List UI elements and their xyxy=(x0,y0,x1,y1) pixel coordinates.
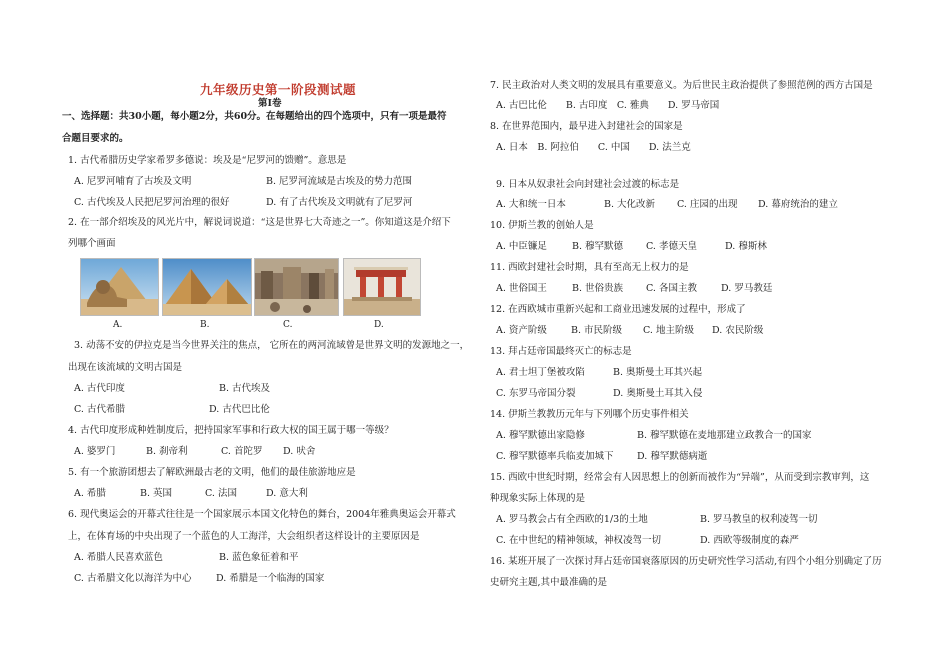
ruins-image xyxy=(254,258,339,316)
q7-stem: 7. 民主政治对人类文明的发展具有重要意义。为后世民主政治提供了参照范例的西方古国是 xyxy=(490,80,873,91)
q6-option-d: D. 希腊是一个临海的国家 xyxy=(216,573,325,584)
q14-stem: 14. 伊斯兰教教历元年与下列哪个历史事件相关 xyxy=(490,409,689,420)
q16-stem-line2: 史研究主题,其中最准确的是 xyxy=(490,577,608,588)
q9-option-c: C. 庄园的出现 xyxy=(677,199,738,210)
q12-option-d: D. 农民阶级 xyxy=(712,325,764,336)
q13-option-c: C. 东罗马帝国分裂 xyxy=(496,388,576,399)
q9-option-a: A. 大和统一日本 xyxy=(496,199,566,210)
section-instruction-line2: 合题目要求的。 xyxy=(62,133,129,144)
q1-option-b: B. 尼罗河流域是古埃及的势力范围 xyxy=(266,176,413,187)
q7-options: A. 古巴比伦 B. 古印度 C. 雅典 D. 罗马帝国 xyxy=(496,100,720,111)
q10-option-a: A. 中臣镰足 xyxy=(496,241,547,252)
page-title: 九年级历史第一阶段测试题 xyxy=(200,82,357,97)
q4-option-a: A. 婆罗门 xyxy=(74,446,116,457)
q2-stem-line1: 2. 在一部介绍埃及的风光片中，解说词说道：“这是世界七大奇迹之一”。你知道这是介绍下 xyxy=(68,217,451,228)
q11-option-b: B. 世俗贵族 xyxy=(572,283,624,294)
q6-option-b: B. 蓝色象征着和平 xyxy=(219,552,299,563)
q1-stem: 1. 古代希腊历史学家希罗多德说：埃及是“尼罗河的馈赠”。意思是 xyxy=(68,155,347,166)
q14-option-a: A. 穆罕默德出家隐修 xyxy=(496,430,585,441)
q1-option-a: A. 尼罗河哺育了古埃及文明 xyxy=(74,176,192,187)
q12-stem: 12. 在西欧城市重新兴起和工商业迅速发展的过程中，形成了 xyxy=(490,304,746,315)
q11-stem: 11. 西欧封建社会时期，具有至高无上权力的是 xyxy=(490,262,689,273)
q5-stem: 5. 有一个旅游团想去了解欧洲最古老的文明，他们的最佳旅游地应是 xyxy=(68,467,356,478)
q3-option-d: D. 古代巴比伦 xyxy=(209,404,270,415)
q10-option-b: B. 穆罕默德 xyxy=(572,241,624,252)
q10-option-d: D. 穆斯林 xyxy=(725,241,767,252)
q11-option-a: A. 世俗国王 xyxy=(496,283,547,294)
section-instruction-line1: 一、选择题：共30小题，每小题2分，共60分。在每题给出的四个选项中，只有一项是最符 xyxy=(62,111,447,122)
q9-stem: 9. 日本从奴隶社会向封建社会过渡的标志是 xyxy=(496,179,680,190)
q15-option-c: C. 在中世纪的精神领域，神权凌驾一切 xyxy=(496,535,661,546)
q4-option-d: D. 吠舍 xyxy=(283,446,316,457)
q8-options: A. 日本 B. 阿拉伯 C. 中国 D. 法兰克 xyxy=(496,142,691,153)
q3-stem-line1: 3. 动荡不安的伊拉克是当今世界关注的焦点， 它所在的两河流域曾是世界文明的发源地之一， xyxy=(74,340,470,351)
q10-stem: 10. 伊斯兰教的创始人是 xyxy=(490,220,594,231)
pyramids-image xyxy=(162,258,252,316)
q13-stem: 13. 拜占廷帝国最终灭亡的标志是 xyxy=(490,346,632,357)
q3-option-a: A. 古代印度 xyxy=(74,383,125,394)
q2-image-label-d: D. xyxy=(374,320,384,330)
q14-option-b: B. 穆罕默德在麦地那建立政教合一的国家 xyxy=(637,430,812,441)
q3-stem-line2: 出现在该流域的文明古国是 xyxy=(68,362,183,373)
q15-option-b: B. 罗马教皇的权利凌驾一切 xyxy=(700,514,818,525)
q11-option-d: D. 罗马教廷 xyxy=(721,283,773,294)
sphinx-pyramid-image xyxy=(80,258,159,316)
q6-stem-line2: 上，在体育场的中央出现了一个蓝色的人工海洋，大会组织者这样设计的主要原因是 xyxy=(68,531,420,542)
q3-option-b: B. 古代埃及 xyxy=(219,383,271,394)
q5-option-b: B. 英国 xyxy=(140,488,173,499)
q15-option-d: D. 西欧等级制度的森严 xyxy=(700,535,799,546)
palace-ruins-image xyxy=(343,258,421,316)
q4-option-c: C. 首陀罗 xyxy=(221,446,263,457)
q10-option-c: C. 孝德天皇 xyxy=(646,241,697,252)
q5-option-c: C. 法国 xyxy=(205,488,237,499)
q3-option-c: C. 古代希腊 xyxy=(74,404,125,415)
q15-stem-line1: 15. 西欧中世纪时期，经常会有人因思想上的创新而被作为“异端”，从而受到宗教审判，这 xyxy=(490,472,870,483)
q11-option-c: C. 各国主教 xyxy=(646,283,697,294)
q6-stem-line1: 6. 现代奥运会的开幕式往往是一个国家展示本国文化特色的舞台，2004年雅典奥运会开幕式 xyxy=(68,509,456,520)
q15-option-a: A. 罗马教会占有全西欧的1/3的土地 xyxy=(496,514,648,525)
q5-option-a: A. 希腊 xyxy=(74,488,106,499)
q9-option-d: D. 幕府统治的建立 xyxy=(758,199,838,210)
q12-option-b: B. 市民阶级 xyxy=(571,325,623,336)
q5-option-d: D. 意大利 xyxy=(266,488,308,499)
q6-option-c: C. 古希腊文化以海洋为中心 xyxy=(74,573,192,584)
q1-option-c: C. 古代埃及人民把尼罗河治理的很好 xyxy=(74,197,230,208)
q2-image-label-a: A. xyxy=(113,320,123,330)
q6-option-a: A. 希腊人民喜欢蓝色 xyxy=(74,552,163,563)
q13-option-a: A. 君士坦丁堡被攻陷 xyxy=(496,367,585,378)
q14-option-c: C. 穆罕默德率兵临麦加城下 xyxy=(496,451,614,462)
q12-option-c: C. 地主阶级 xyxy=(643,325,694,336)
q14-option-d: D. 穆罕默德病逝 xyxy=(637,451,708,462)
q2-image-label-c: C. xyxy=(283,320,293,330)
q13-option-d: D. 奥斯曼土耳其入侵 xyxy=(613,388,703,399)
q13-option-b: B. 奥斯曼土耳其兴起 xyxy=(613,367,703,378)
q15-stem-line2: 种现象实际上体现的是 xyxy=(490,493,586,504)
q12-option-a: A. 资产阶级 xyxy=(496,325,547,336)
q4-stem: 4. 古代印度形成种姓制度后，把持国家军事和行政大权的国王属于哪一等级？ xyxy=(68,425,394,436)
q8-stem: 8. 在世界范围内，最早进入封建社会的国家是 xyxy=(490,121,683,132)
q2-stem-line2: 列哪个画面 xyxy=(68,238,116,249)
section-subtitle: 第Ⅰ卷 xyxy=(258,98,282,109)
q9-option-b: B. 大化改新 xyxy=(604,199,656,210)
q16-stem-line1: 16. 某班开展了一次探讨拜占廷帝国衰落原因的历史研究性学习活动,有四个小组分别确定了历 xyxy=(490,556,882,567)
q1-option-d: D. 有了古代埃及文明就有了尼罗河 xyxy=(266,197,413,208)
q2-image-label-b: B. xyxy=(200,320,210,330)
q4-option-b: B. 刹帝利 xyxy=(146,446,188,457)
